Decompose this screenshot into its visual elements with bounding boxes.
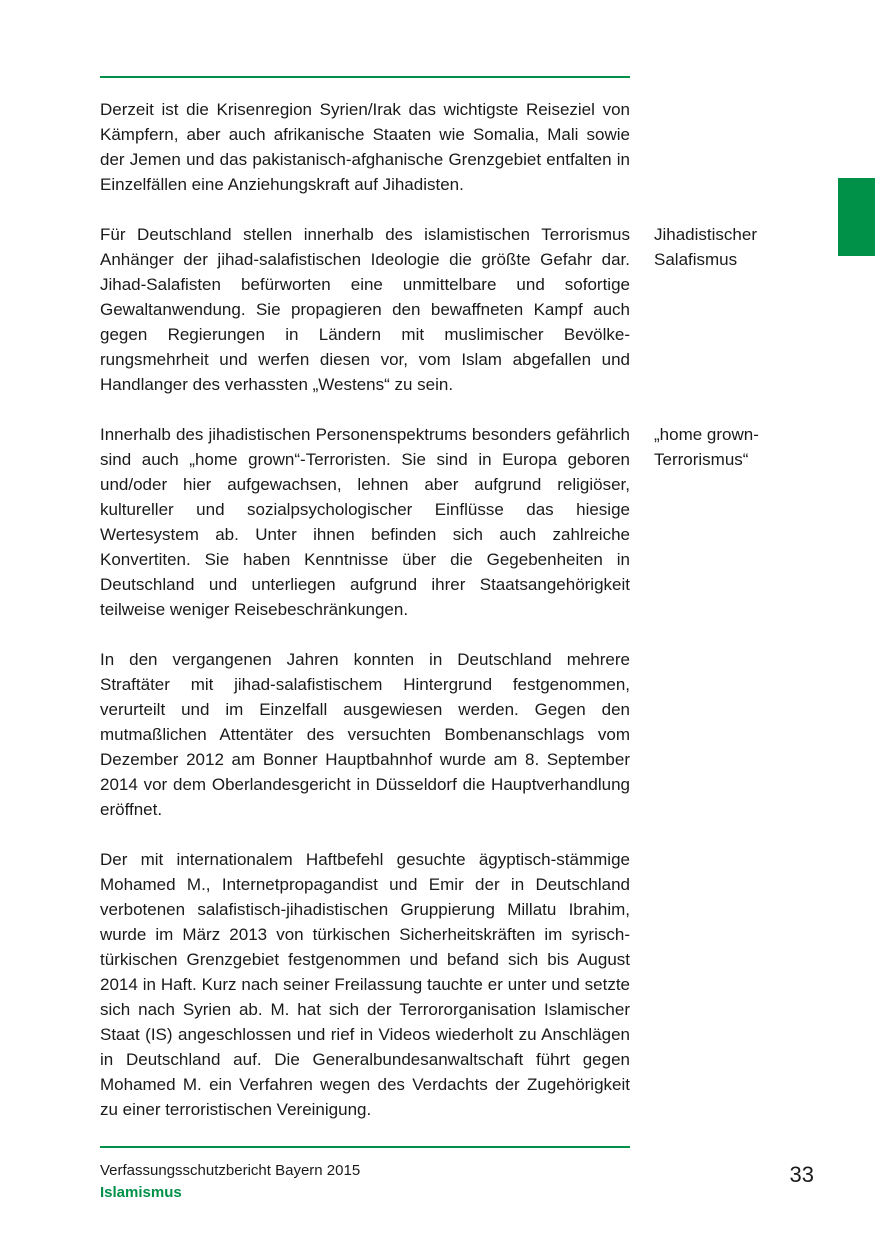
margin-note-jihadistischer-salafismus: Jihadistischer Salafismus [654, 225, 757, 269]
footer-publication-title: Verfassungsschutzbericht Bayern 2015 [100, 1162, 361, 1179]
bottom-divider [100, 1146, 630, 1148]
paragraph-2: Für Deutschland stellen innerhalb des islamistischen Terrorismus Anhänger der jihad-salafistischen Ideologie die größte Gefahr dar. Jihad-Salafisten befürworten eine unmittelbare und sofortige Gewaltanwendung. Sie propagieren den bewaffneten Kampf auch gegen Regierungen in Ländern mit muslimischer Bevölkerungsmehrheit und werfen diesen vor, vom Islam abgefallen und Handlanger des verhassten „Westens“ zu sein. [100, 225, 630, 394]
page-number: 33 [789, 1162, 814, 1187]
top-divider [100, 76, 630, 78]
paragraph-1: Derzeit ist die Krisenregion Syrien/Irak das wichtigste Reiseziel von Kämpfern, aber auch afrikanische Staaten wie Somalia, Mali sowie der Jemen und das pakistanisch-afghanische Grenzgebiet entfalten in Einzelfällen eine Anziehungskraft auf Jihadisten. [100, 100, 630, 194]
paragraph-5: Der mit internationalem Haftbefehl gesuchte ägyptisch-stämmige Mohamed M., Internetpropagandist und Emir der in Deutschland verbotenen salafistisch-jihadistischen Gruppierung Millatu Ibrahim, wurde im März 2013 von türkischen Sicherheitskräften im syrisch-türkischen Grenzgebiet festgenommen und befand sich bis August 2014 in Haft. Kurz nach seiner Freilassung tauchte er unter und setzte sich nach Syrien ab. M. hat sich der Terrororganisation Islamischer Staat (IS) angeschlossen und rief in Videos wiederholt zu Anschlägen in Deutschland auf. Die Generalbundesanwaltschaft führt gegen Mohamed M. ein Verfahren wegen des Verdachts der Zugehörigkeit zu einer terroristischen Vereinigung. [100, 850, 630, 1119]
paragraph-3: Innerhalb des jihadistischen Personenspektrums besonders gefährlich sind auch „home grown“-Terroristen. Sie sind in Europa geboren und/oder hier aufgewachsen, lehnen aber aufgrund religiöser, kultureller und sozialpsychologischer Einflüsse das hiesige Wertesystem ab. Unter ihnen befinden sich auch zahlreiche Konvertiten. Sie haben Kenntnisse über die Gegebenheiten in Deutschland und unterliegen aufgrund ihrer Staatsangehörigkeit teilweise weniger Reisebeschränkungen. [100, 425, 630, 619]
paragraph-4: In den vergangenen Jahren konnten in Deutschland mehrere Straftäter mit jihad-salafistischem Hintergrund festgenommen, verurteilt und im Einzelfall ausgewiesen werden. Gegen den mutmaßlichen Attentäter des versuchten Bombenanschlags vom Dezember 2012 am Bonner Hauptbahnhof wurde am 8. September 2014 vor dem Oberlandesgericht in Düsseldorf die Hauptverhandlung eröffnet. [100, 650, 630, 819]
main-text [100, 97, 630, 1147]
margin-note-home-grown-terrorismus: „home grown- Terrorismus“ [654, 425, 759, 469]
footer-section-name: Islamismus [100, 1184, 182, 1201]
